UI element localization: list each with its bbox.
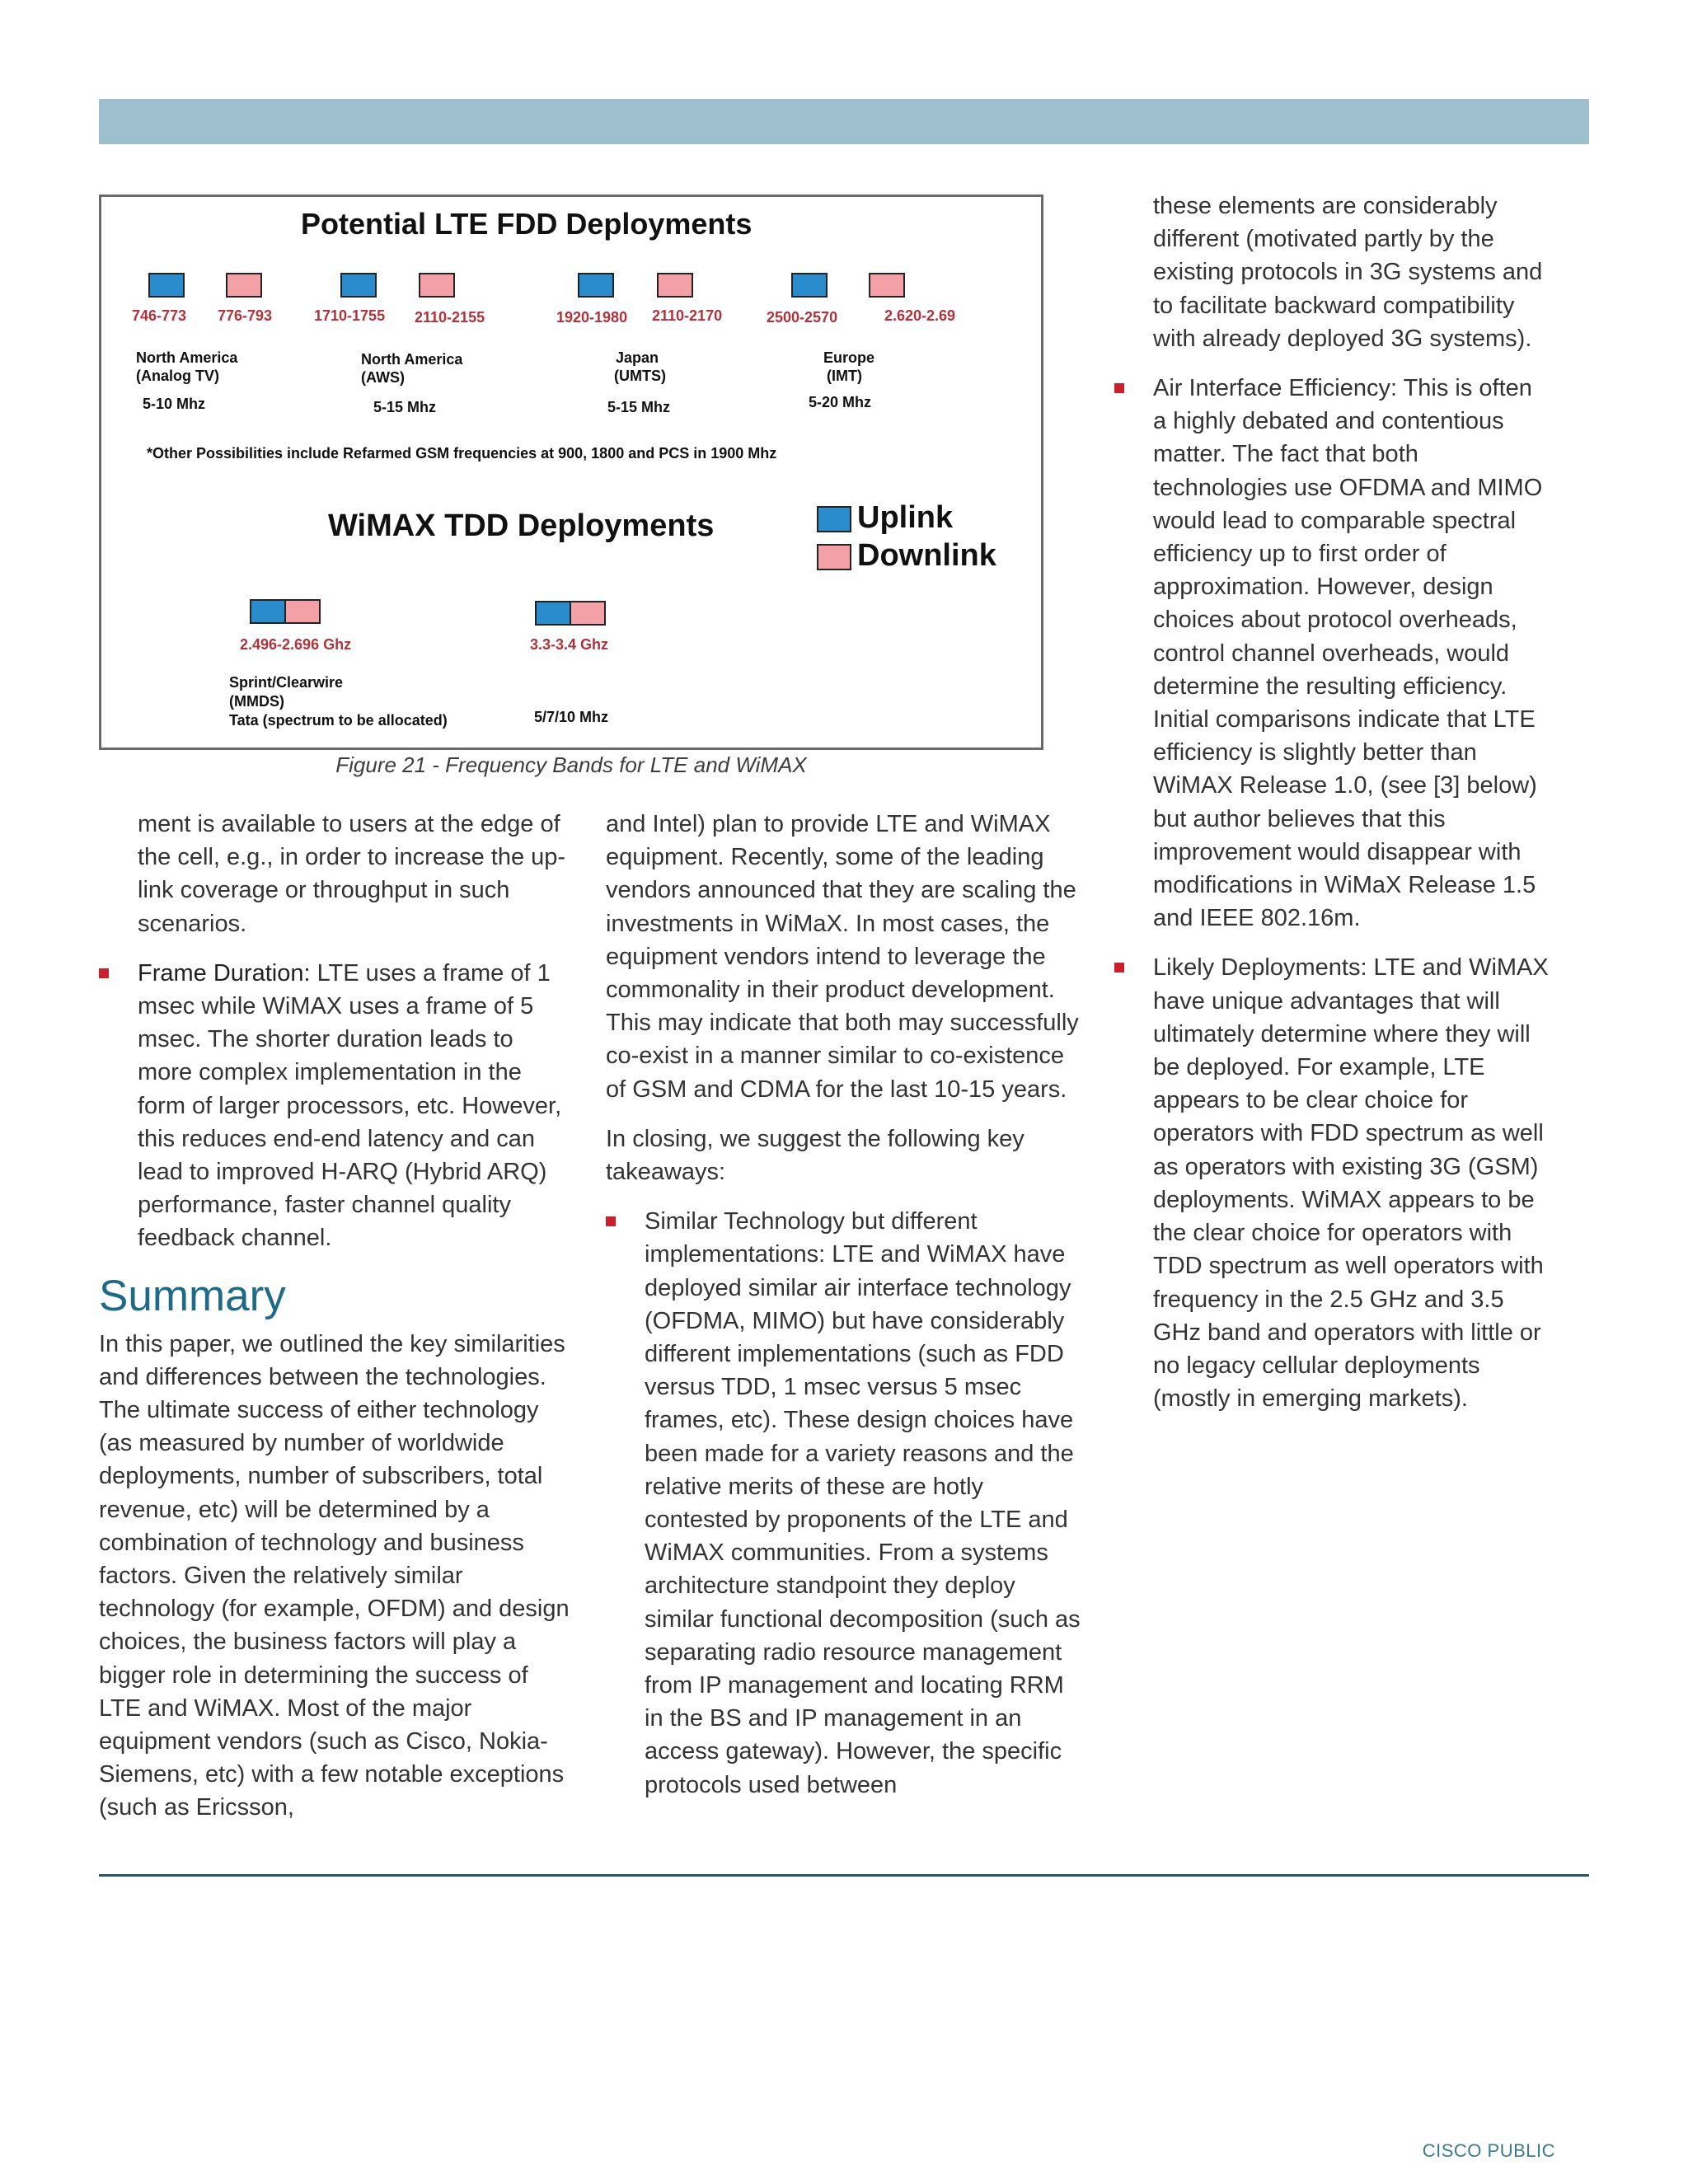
- bandwidth-label: 5-15 Mhz: [607, 399, 671, 415]
- uplink-band-label: 2500-2570: [767, 309, 838, 326]
- downlink-legend-label: Downlink: [857, 538, 996, 573]
- frequency-bands-figure: [99, 194, 1043, 750]
- downlink-swatch: [657, 273, 693, 298]
- frame-duration-bullet: [99, 957, 573, 1255]
- bandwidth-label: 5/7/10 Mhz: [534, 709, 609, 725]
- similar-technology-text: Similar Technology but different implementations: LTE and WiMAX have deployed similar air interface technology (OFDMA, MIMO) but have considerably different implementations (such as FDD versus TDD, 1 msec versus 5 msec frames, etc). These design choices have been made for a variety reasons and the relative merits of these are hotly contested by proponents of the LTE and WiMAX communities. From a systems architecture standpoint they deploy similar functional decomposition (such as separating radio resource management from IP management and locating RRM in the BS and IP management in an access gateway). However, the specific protocols used between: [645, 1208, 1081, 1798]
- system-label: (UMTS): [614, 368, 666, 384]
- region-label: Europe: [823, 349, 875, 366]
- likely-deployments-bullet: [1114, 951, 1551, 1415]
- header-bar: [99, 99, 1589, 144]
- uplink-band-label: 746-773: [132, 307, 187, 324]
- vendors-paragraph: and Intel) plan to provide LTE and WiMAX equipment. Recently, some of the leading vendors announced that they are scaling the investments in WiMaX. In most cases, the equipment vendors intend to leverage the commonality in their product development. This may indicate that both may successfully co-exist in a manner similar to co-existence of GSM and CDMA for the last 10-15 years.: [606, 811, 1079, 1103]
- lte-title: Potential LTE FDD Deployments: [301, 207, 753, 241]
- uplink-swatch: [791, 273, 828, 298]
- frame-duration-text: LTE uses a frame of 1 msec while WiMAX uses a frame of 5 msec. The shorter duration leads to more complex implementation in the form of larger processors, etc. However, this reduces end-end latency and can lead to improved H-ARQ (Hybrid ARQ) performance, faster channel quality feedback channel.: [138, 959, 562, 1252]
- downlink-swatch: [419, 273, 455, 298]
- right-column: [1114, 190, 1551, 1432]
- uplink-swatch: [578, 273, 614, 298]
- bullet-square-icon: [606, 1216, 616, 1226]
- uplink-legend-label: Uplink: [857, 500, 954, 535]
- downlink-legend-swatch: [817, 544, 851, 570]
- downlink-swatch: [284, 599, 321, 624]
- wimax-title: WiMAX TDD Deployments: [328, 509, 715, 543]
- downlink-swatch: [226, 273, 262, 298]
- bandwidth-label: 5-15 Mhz: [373, 399, 437, 415]
- region-label: North America: [361, 351, 463, 368]
- air-interface-bullet: [1114, 372, 1551, 935]
- uplink-band-label: 1710-1755: [314, 307, 386, 324]
- downlink-band-label: 2110-2170: [652, 307, 723, 324]
- wimax-band-label: 3.3-3.4 Ghz: [530, 636, 609, 653]
- bullet-square-icon: [1114, 383, 1124, 393]
- bandwidth-label: 5-20 Mhz: [809, 394, 872, 410]
- downlink-band-label: 2110-2155: [415, 309, 485, 326]
- figure-caption: Figure 21 - Frequency Bands for LTE and WiMAX: [335, 752, 807, 777]
- continuation-paragraph: these elements are considerably different (motivated partly by the existing protocols in 3G systems and to facilitate backward compatibility with already deployed 3G systems).: [1153, 193, 1543, 352]
- closing-paragraph: In closing, we suggest the following key takeaways:: [606, 1125, 1025, 1186]
- bottom-rule: [99, 1874, 1589, 1877]
- region-label: North America: [136, 349, 238, 366]
- bullet-square-icon: [1114, 963, 1124, 972]
- frame-duration-lead: Frame Duration:: [138, 959, 311, 987]
- uplink-swatch: [250, 599, 286, 624]
- likely-deployments-text: Likely Deployments: LTE and WiMAX have unique advantages that will ultimately determine where they will be deployed. For example, LTE appears to be clear choice for operators with FDD spectrum as well as operators with existing 3G (GSM) deployments. WiMAX appears to be the clear choice for operators with TDD spectrum as well operators with frequency in the 2.5 GHz and 3.5 GHz band and operators with little or no legacy cellular deployments (mostly in emerging markets).: [1153, 954, 1549, 1413]
- system-label: (AWS): [361, 369, 405, 386]
- uplink-swatch: [340, 273, 377, 298]
- uplink-legend-swatch: [817, 506, 851, 532]
- operator-label: Sprint/Clearwire: [229, 674, 344, 691]
- operator-label: (MMDS): [229, 693, 284, 710]
- region-label: Japan: [616, 349, 659, 366]
- left-column: [99, 808, 573, 1841]
- uplink-swatch: [148, 273, 185, 298]
- summary-heading: Summary: [99, 1271, 286, 1320]
- operator-label: Tata (spectrum to be allocated): [229, 712, 448, 729]
- bullet-square-icon: [99, 968, 109, 978]
- footer-label: CISCO PUBLIC: [1422, 2140, 1555, 2161]
- wimax-band-label: 2.496-2.696 Ghz: [240, 636, 352, 653]
- downlink-swatch: [570, 601, 606, 626]
- summary-paragraph: In this paper, we outlined the key similarities and differences between the technologies. The ultimate success of either technology (as measured by number of worldwide deployments, number of subscribers, total revenue, etc) will be determined by a combination of technology and business factors. Given the relatively similar technology (for example, OFDM) and design choices, the business factors will play a bigger role in determining the success of LTE and WiMAX. Most of the major equipment vendors (such as Cisco, Nokia-Siemens, etc) with a few notable exceptions (such as Ericsson,: [99, 1330, 570, 1821]
- bandwidth-label: 5-10 Mhz: [143, 396, 206, 412]
- system-label: (Analog TV): [136, 368, 219, 384]
- downlink-band-label: 776-793: [218, 307, 273, 324]
- refarmed-note: *Other Possibilities include Refarmed GSM frequencies at 900, 1800 and PCS in 1900 Mhz: [147, 445, 777, 462]
- system-label: (IMT): [827, 368, 862, 384]
- similar-technology-bullet: [606, 1205, 1084, 1802]
- middle-column: [606, 808, 1084, 1818]
- downlink-swatch: [869, 273, 905, 298]
- downlink-band-label: 2.620-2.69: [884, 307, 956, 324]
- air-interface-text: Air Interface Efficiency: This is often a highly debated and contentious matter. The fact that both technologies use OFDMA and MIMO would lead to comparable spectral efficiency up to first order of approximation. However, design choices about protocol overheads, control channel overheads, would determine the resulting efficiency. Initial comparisons indicate that LTE efficiency is slightly better than WiMAX Release 1.0, (see [3] below) but author believes that this improvement would disappear with modifications in WiMaX Release 1.5 and IEEE 802.16m.: [1153, 375, 1543, 932]
- uplink-band-label: 1920-1980: [556, 309, 628, 326]
- uplink-swatch: [535, 601, 571, 626]
- continuation-paragraph: ment is available to users at the edge of the cell, e.g., in order to increase the up-link coverage or throughput in such scenarios.: [138, 811, 566, 937]
